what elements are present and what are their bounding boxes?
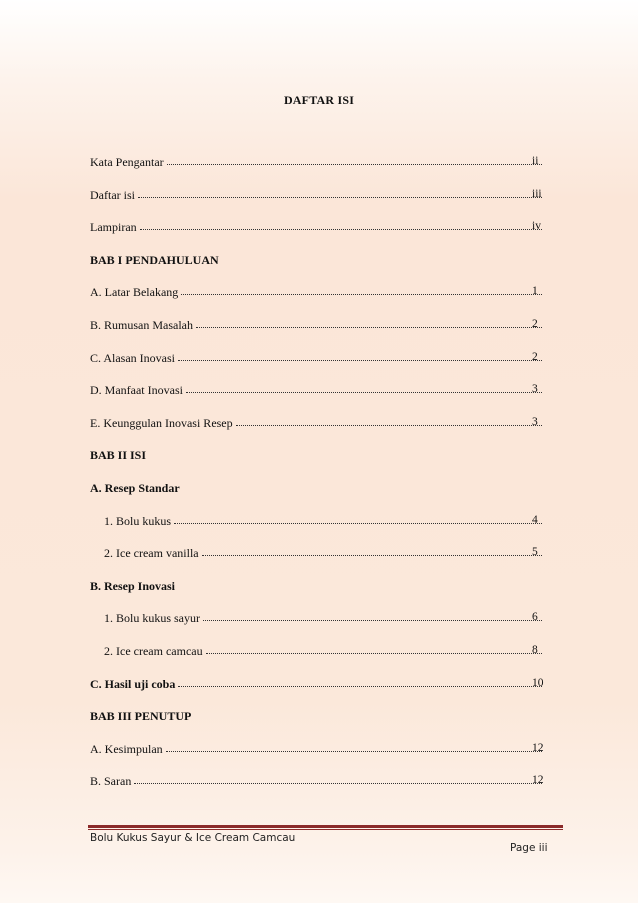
toc-entry-label: BAB II ISI [90, 448, 147, 462]
toc-entry [90, 481, 545, 497]
toc-entry [90, 155, 545, 171]
toc-entry-label: 2. Ice cream camcau [104, 644, 203, 658]
toc-entry-label: Kata Pengantar [90, 155, 164, 169]
toc-entry-label: 1. Bolu kukus sayur [104, 611, 200, 625]
dot-leader [196, 317, 542, 328]
toc-entry-page: 1 [532, 285, 538, 297]
toc-entry-page: 12 [532, 742, 544, 754]
toc-entry-page: iv [532, 220, 541, 232]
footer-rule [88, 825, 563, 828]
toc-entry [90, 188, 545, 204]
toc-entry-label: E. Keunggulan Inovasi Resep [90, 416, 233, 430]
toc-entry-page: 3 [532, 383, 538, 395]
toc-entry [90, 448, 545, 464]
toc-entry-label: A. Latar Belakang [90, 285, 179, 299]
toc-entry-label: 1. Bolu kukus [104, 514, 172, 528]
footer-document-title: Bolu Kukus Sayur & Ice Cream Camcau [90, 832, 296, 844]
dot-leader [167, 154, 542, 165]
toc-entry-page: iii [532, 188, 542, 200]
dot-leader [236, 415, 542, 426]
dot-leader [222, 253, 542, 263]
toc-entry [90, 220, 545, 236]
toc-entry [90, 253, 545, 269]
toc-entry [104, 546, 545, 562]
toc-entry [104, 514, 545, 530]
dot-leader [186, 382, 542, 393]
toc-entry-page: 12 [532, 774, 544, 786]
dot-leader [178, 350, 542, 361]
dot-leader [134, 773, 542, 784]
toc-entry-page: 2 [532, 351, 538, 363]
footer-rule-thin [88, 829, 563, 830]
dot-leader [178, 676, 542, 687]
footer-page-number: Page iii [510, 842, 548, 854]
dot-leader [203, 610, 542, 621]
toc-entry-label: B. Resep Inovasi [90, 579, 176, 593]
toc-entry-label: 2. Ice cream vanilla [104, 546, 199, 560]
dot-leader [174, 513, 542, 524]
toc-entry [90, 677, 545, 693]
page-title: DAFTAR ISI [283, 93, 355, 107]
toc-entry [90, 416, 545, 432]
toc-entry-label: C. Hasil uji coba [90, 677, 176, 691]
toc-entry [90, 285, 545, 301]
toc-entry-label: B. Rumusan Masalah [90, 318, 193, 332]
toc-entry [90, 351, 545, 367]
dot-leader [181, 284, 542, 295]
dot-leader [140, 219, 542, 230]
toc-entry [90, 709, 545, 725]
toc-entry-page: ii [532, 155, 539, 167]
toc-entry [90, 742, 545, 758]
toc-entry-label: D. Manfaat Inovasi [90, 383, 183, 397]
dot-leader [206, 643, 542, 654]
dot-leader [183, 481, 542, 491]
toc-entry-page: 8 [532, 644, 538, 656]
toc-entry-page: 2 [532, 318, 538, 330]
toc-entry-page: 3 [532, 416, 538, 428]
toc-entry-page: 10 [532, 677, 544, 689]
toc-entry [90, 383, 545, 399]
dot-leader [178, 579, 542, 589]
toc-entry [104, 611, 545, 627]
dot-leader [166, 741, 542, 752]
dot-leader [194, 709, 542, 719]
toc-entry-label: Daftar isi [90, 188, 135, 202]
toc-entry-label: Lampiran [90, 220, 137, 234]
toc-entry [90, 579, 545, 595]
toc-entry-label: A. Kesimpulan [90, 742, 163, 756]
toc-entry [104, 644, 545, 660]
toc-entry [90, 318, 545, 334]
toc-entry-label: A. Resep Standar [90, 481, 180, 495]
toc-entry-label: BAB III PENUTUP [90, 709, 192, 723]
toc-entry-page: 4 [532, 514, 538, 526]
toc-entry-label: BAB I PENDAHULUAN [90, 253, 219, 267]
toc-entry-label: B. Saran [90, 774, 132, 788]
toc-entry-page: 5 [532, 546, 538, 558]
toc-entry [90, 774, 545, 790]
toc-entry-label: C. Alasan Inovasi [90, 351, 175, 365]
dot-leader [138, 187, 542, 198]
dot-leader [202, 545, 542, 556]
toc-entry-page: 6 [532, 611, 538, 623]
dot-leader [149, 448, 542, 458]
